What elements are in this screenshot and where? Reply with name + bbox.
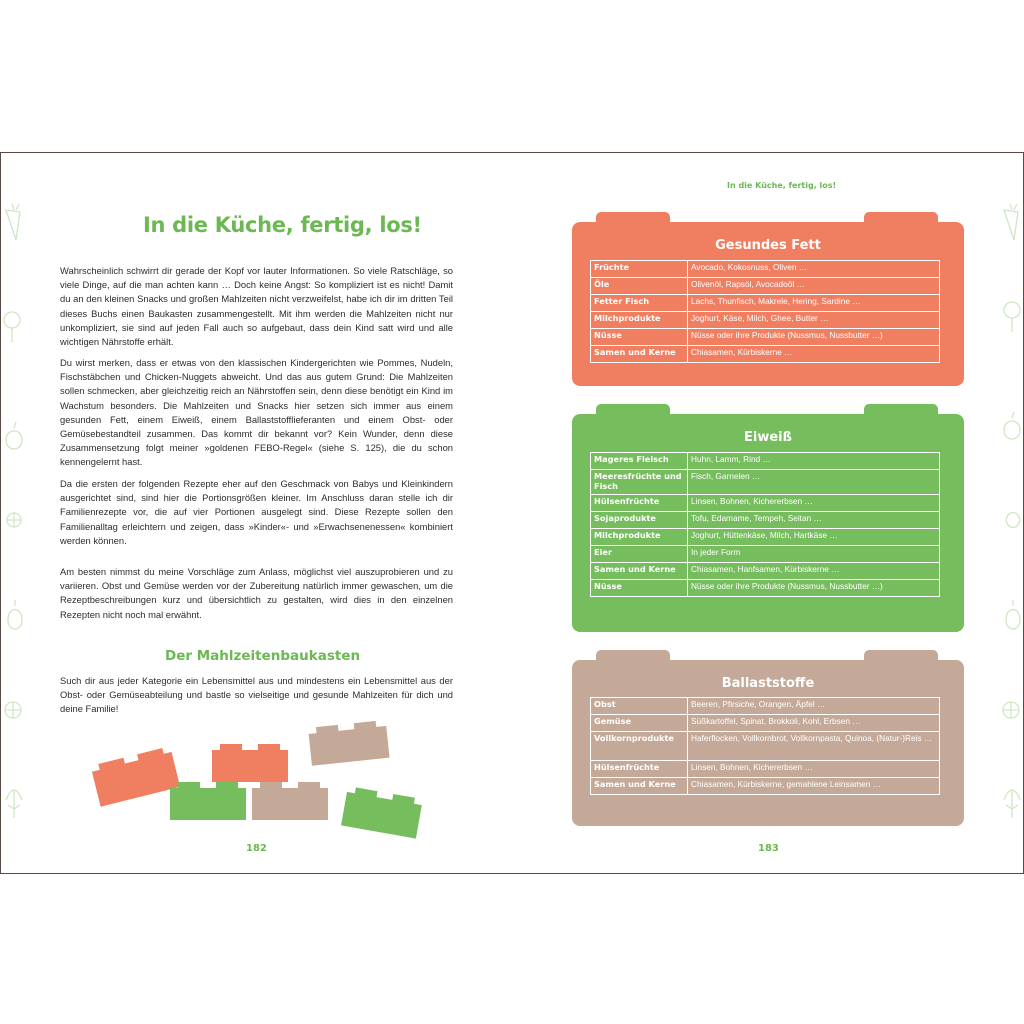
nutrient-table [590, 452, 940, 597]
category-cell: Milchprodukte [591, 529, 688, 546]
category-cell: Vollkornprodukte [591, 732, 688, 761]
table-row [591, 329, 940, 346]
table-row [591, 312, 940, 329]
nutrient-box-gesundes-fett [572, 222, 964, 386]
examples-cell: Beeren, Pfirsiche, Orangen, Äpfel … [688, 698, 940, 715]
examples-cell: Linsen, Bohnen, Kichererbsen … [688, 495, 940, 512]
examples-cell: Nüsse oder ihre Produkte (Nussmus, Nussbutter …) [688, 580, 940, 597]
category-cell: Öle [591, 278, 688, 295]
table-row [591, 580, 940, 597]
table-row [591, 278, 940, 295]
category-cell: Meeresfrüchte und Fisch [591, 470, 688, 495]
category-cell: Samen und Kerne [591, 778, 688, 795]
box-title: Ballaststoffe [721, 676, 815, 691]
nutrient-box-eiweiss [572, 414, 964, 632]
box-tab [864, 404, 938, 418]
table-row [591, 698, 940, 715]
category-cell: Mageres Fleisch [591, 453, 688, 470]
examples-cell: Süßkartoffel, Spinat, Brokkoli, Kohl, Erbsen … [688, 715, 940, 732]
category-cell: Hülsenfrüchte [591, 761, 688, 778]
category-cell: Fetter Fisch [591, 295, 688, 312]
food-line-art-icon [2, 200, 24, 840]
examples-cell: Chiasamen, Kürbiskerne, gemahlene Leinsamen … [688, 778, 940, 795]
examples-cell: Huhn, Lamm, Rind … [688, 453, 940, 470]
examples-cell: In jeder Form [688, 546, 940, 563]
table-row [591, 295, 940, 312]
examples-cell: Joghurt, Käse, Milch, Ghee, Butter … [688, 312, 940, 329]
table-row [591, 495, 940, 512]
category-cell: Nüsse [591, 580, 688, 597]
table-row [591, 261, 940, 278]
examples-cell: Lachs, Thunfisch, Makrele, Hering, Sardine … [688, 295, 940, 312]
page-number-right: 183 [758, 843, 779, 854]
box-tab [596, 650, 670, 664]
box-title: Gesundes Fett [715, 238, 821, 253]
examples-cell: Chiasamen, Hanfsamen, Kürbiskerne … [688, 563, 940, 580]
category-cell: Nüsse [591, 329, 688, 346]
box-tab [864, 212, 938, 226]
examples-cell: Haferflocken, Vollkornbrot, Vollkornpasta, Quinoa, (Natur-)Reis … [688, 732, 940, 761]
box-title: Eiweiß [744, 430, 792, 445]
body-paragraph: Da die ersten der folgenden Rezepte eher auf den Geschmack von Babys und Kleinkindern ausgerichtet sind, sind hier die Portionsgrößen kleiner. Im Anschluss daran stelle ich dir Familienrezepte vor, die auf vier Portionen ausgelegt sind. Diese Rezepte sollen den Familienalltag erleichtern und zeigen, dass »Kinder«- und »Erwachsenenessen« kombiniert werden können. [60, 478, 453, 546]
box-tab [596, 404, 670, 418]
category-cell: Samen und Kerne [591, 563, 688, 580]
page-number-left: 182 [246, 843, 267, 854]
nutrient-box-ballaststoffe [572, 660, 964, 826]
category-cell: Obst [591, 698, 688, 715]
category-cell: Milchprodukte [591, 312, 688, 329]
table-row [591, 732, 940, 761]
examples-cell: Linsen, Bohnen, Kichererbsen … [688, 761, 940, 778]
category-cell: Sojaprodukte [591, 512, 688, 529]
table-row [591, 453, 940, 470]
body-paragraph: Am besten nimmst du meine Vorschläge zum Anlass, möglichst viel auszuprobieren und zu variieren. Obst und Gemüse werden vor der Zubereitung natürlich immer gewaschen, um die Rezeptbeschreibungen kurz und übersichtlich zu gestalten, wird dies in den einzelnen Rezepten nicht noch mal erwähnt. [60, 566, 453, 620]
category-cell: Hülsenfrüchte [591, 495, 688, 512]
table-row [591, 715, 940, 732]
table-row [591, 512, 940, 529]
table-row [591, 563, 940, 580]
nutrient-table [590, 260, 940, 363]
body-paragraph: Du wirst merken, dass er etwas von den klassischen Kindergerichten wie Pommes, Nudeln, Fischstäbchen und Chicken-Nuggets abweicht. Und das aus gutem Grund: Die Mahlzeiten sollen schmecken, aber gleichzeitig reich an Nährstoffen sein, denn diese benötigt ein Kind im Wachstum besonders. Die Mahlzeiten und Snacks hier setzen sich immer aus einem gesunden Fett, einem Eiweiß, einem Ballaststofflieferanten und einem Obst- oder Gemüsebestandteil zusammen. Das kommt dir bekannt vor? Kein Wunder, denn diese Zusammensetzung folgt meiner »goldenen FEBO-Regel« (siehe S. 125), die du schon kennengelernt hast. [60, 357, 453, 468]
examples-cell: Joghurt, Hüttenkäse, Milch, Hartkäse … [688, 529, 940, 546]
food-line-art-icon [1000, 200, 1022, 840]
examples-cell: Chiasamen, Kürbiskerne … [688, 346, 940, 363]
table-row [591, 346, 940, 363]
nutrient-table [590, 697, 940, 795]
section-subtitle: Der Mahlzeitenbaukasten [165, 648, 361, 664]
table-row [591, 470, 940, 495]
examples-cell: Nüsse oder ihre Produkte (Nussmus, Nussbutter …) [688, 329, 940, 346]
table-row [591, 778, 940, 795]
category-cell: Gemüse [591, 715, 688, 732]
table-row [591, 761, 940, 778]
body-paragraph: Such dir aus jeder Kategorie ein Lebensmittel aus und mindestens ein Lebensmittel aus der Obst- oder Gemüseabteilung und bastle so vielseitige und gesunde Mahlzeiten für dich und deine Familie! [60, 675, 453, 715]
table-row [591, 529, 940, 546]
table-row [591, 546, 940, 563]
running-head: In die Küche, fertig, los! [727, 181, 837, 190]
category-cell: Früchte [591, 261, 688, 278]
examples-cell: Olivenöl, Rapsöl, Avocadoöl … [688, 278, 940, 295]
examples-cell: Fisch, Garnelen … [688, 470, 940, 495]
examples-cell: Tofu, Edamame, Tempeh, Seitan … [688, 512, 940, 529]
category-cell: Samen und Kerne [591, 346, 688, 363]
examples-cell: Avocado, Kokosnuss, Oliven … [688, 261, 940, 278]
page-title: In die Küche, fertig, los! [143, 213, 422, 237]
building-bricks-illustration [86, 716, 446, 846]
box-tab [864, 650, 938, 664]
box-tab [596, 212, 670, 226]
category-cell: Eier [591, 546, 688, 563]
body-paragraph: Wahrscheinlich schwirrt dir gerade der Kopf vor lauter Informationen. So viele Ratschläge, so viele Dinge, auf die man achten kann … Doch keine Angst: So kompliziert ist es nicht! Damit du an den kleinen Snacks und großen Mahlzeiten nicht verzweifelst, habe ich dir im dritten Teil dieses Buchs einen Baukasten zusammengestellt. Mit ihm werden die Mahlzeiten nicht nur unkompliziert, sie sind auf jeden Fall auch so aufgebaut, dass dein Kind satt wird und alle wichtigen Nährstoffe erhält. [60, 265, 453, 348]
